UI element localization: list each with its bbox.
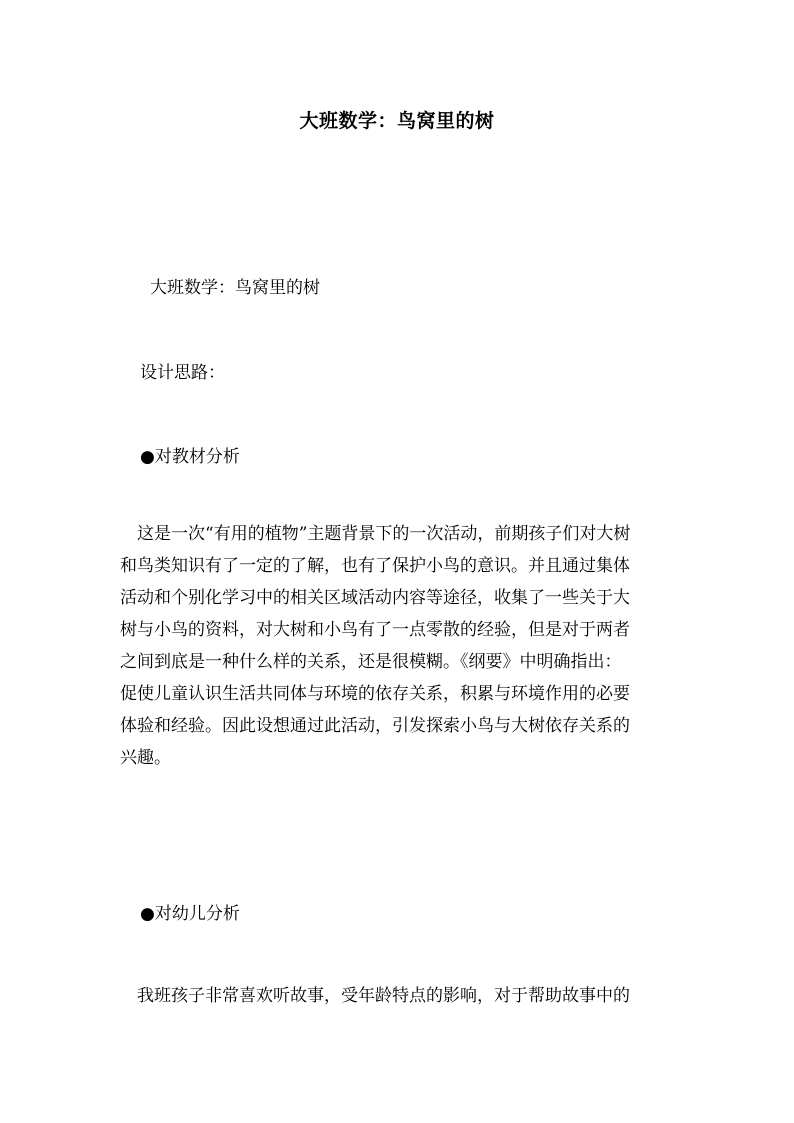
material-analysis-paragraph bbox=[120, 518, 680, 774]
document-subtitle: 大班数学：鸟窝里的树 bbox=[150, 278, 320, 298]
document-title: 大班数学：鸟窝里的树 bbox=[299, 110, 495, 132]
section-heading-material-analysis: ●对教材分析 bbox=[140, 447, 240, 467]
paragraph-line: 和鸟类知识有了一定的了解，也有了保护小鸟的意识。并且通过集体 bbox=[120, 556, 630, 576]
paragraph-line: 我班孩子非常喜欢听故事，受年龄特点的影响，对于帮助故事中的 bbox=[120, 986, 630, 1006]
paragraph-line: 兴趣。 bbox=[120, 748, 171, 768]
paragraph-line: 促使儿童认识生活共同体与环境的依存关系，积累与环境作用的必要 bbox=[120, 684, 630, 704]
child-analysis-paragraph bbox=[120, 980, 680, 1012]
paragraph-line: 体验和经验。因此设想通过此活动，引发探索小鸟与大树依存关系的 bbox=[120, 716, 630, 736]
paragraph-line: 这是一次“有用的植物”主题背景下的一次活动，前期孩子们对大树 bbox=[120, 524, 631, 544]
paragraph-line: 之间到底是一种什么样的关系，还是很模糊。《纲要》中明确指出： bbox=[120, 652, 622, 672]
design-heading: 设计思路： bbox=[140, 363, 225, 383]
paragraph-line: 树与小鸟的资料，对大树和小鸟有了一点零散的经验，但是对于两者 bbox=[120, 620, 630, 640]
paragraph-line: 活动和个别化学习中的相关区域活动内容等途径，收集了一些关于大 bbox=[120, 588, 630, 608]
section-heading-child-analysis: ●对幼儿分析 bbox=[140, 904, 240, 924]
